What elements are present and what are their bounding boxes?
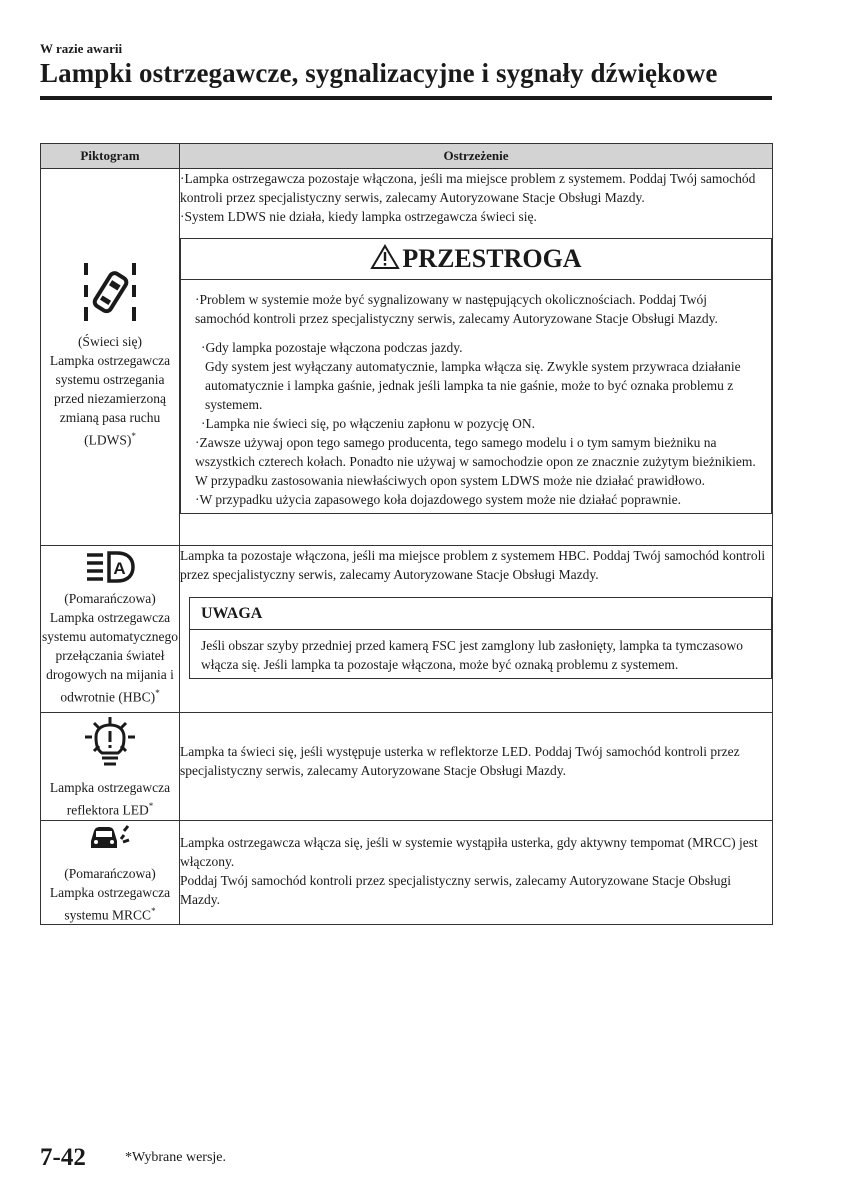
caution-title: PRZESTROGA xyxy=(402,244,582,273)
caution-bullet: ·Zawsze używaj opon tego samego producenta, tego samego modelu i o tym samym bieżniku na wszystkich czterech kołach. Ponadto nie używaj w samochodzie opon ze znacznie zużytym bieżnikiem. W przypadku zastosowania niewłaściwych opon system LDWS może nie działać prawidłowo. xyxy=(195,435,756,488)
label-text: systemu automatycznego przełączania świateł drogowych na mijania i odwrotnie (HBC) xyxy=(41,629,179,705)
label-line: Lampka ostrzegawcza xyxy=(49,884,171,900)
table-row xyxy=(41,713,773,821)
optional-star: * xyxy=(131,431,136,441)
warning-text: Lampka ostrzegawcza włącza się, jeśli w systemie wystąpiła usterka, gdy aktywny tempomat (MRCC) jest włączony. xyxy=(180,834,758,869)
warning-lights-table xyxy=(40,143,773,925)
caution-body xyxy=(181,280,771,513)
label-line xyxy=(41,797,179,820)
label-line: (Świeci się) xyxy=(77,334,143,349)
ldws-lane-departure-icon xyxy=(82,261,138,323)
warning-bullet: ·System LDWS nie działa, kiedy lampka ostrzegawcza świeci się. xyxy=(180,209,537,224)
caution-sub-head: ·Gdy lampka pozostaje włączona podczas jazdy. xyxy=(201,340,463,355)
mrcc-radar-cruise-icon xyxy=(87,823,133,851)
warning-cell xyxy=(180,713,773,821)
label-line: Lampka ostrzegawcza xyxy=(49,780,171,795)
note-body: Jeśli obszar szyby przedniej przed kamerą FSC jest zamglony lub zasłonięty, lampka ta tymczasowo włącza się. Jeśli lampka ta pozostaje włączona, może być oznaką problemu z systemem. xyxy=(201,638,743,672)
optional-star: * xyxy=(155,688,160,698)
page-title: Lampki ostrzegawcze, sygnalizacyjne i sygnały dźwiękowe xyxy=(40,58,718,88)
pictogram-cell xyxy=(41,169,180,546)
optional-star: * xyxy=(151,905,156,916)
warning-text: Poddaj Twój samochód kontroli przez specjalistyczny serwis, zalecamy Autoryzowane Stacje Obsługi Mazdy. xyxy=(180,872,732,907)
pictogram-cell xyxy=(41,546,180,713)
page-number: 7-42 xyxy=(40,1144,86,1171)
caution-header xyxy=(181,239,771,280)
warning-cell xyxy=(180,820,773,925)
led-headlight-warning-icon xyxy=(82,715,138,767)
caution-box xyxy=(180,238,772,514)
header-pictogram: Piktogram xyxy=(41,144,180,169)
optional-star: * xyxy=(148,801,154,811)
header-warning: Ostrzeżenie xyxy=(180,144,773,169)
caution-intro: ·Problem w systemie może być sygnalizowany w następujących okolicznościach. Poddaj Twój samochód kontroli przez specjalistyczny serwis, zalecamy Autoryzowane Stacje Obsługi Mazdy. xyxy=(195,292,718,326)
label-line: (Pomarańczowa) xyxy=(64,591,156,606)
caution-sub-body: Gdy system jest wyłączany automatycznie, lampka włącza się. Zwykle system przywraca działanie automatycznie i lampka gaśnie, jednak jeśli lampka ta nie gaśnie, może to być oznaka problemu z systemem. xyxy=(205,359,741,412)
warning-text: Lampka ta świeci się, jeśli występuje usterka w reflektorze LED. Poddaj Twój samochód kontroli przez specjalistyczny serwis, zalecamy Autoryzowane Stacje Obsługi Mazdy. xyxy=(180,744,740,779)
footnote: *Wybrane wersje. xyxy=(125,1150,227,1165)
label-line: (Pomarańczowa) xyxy=(64,865,156,881)
caution-bullet: ·W przypadku użycia zapasowego koła dojazdowego system może nie działać poprawnie. xyxy=(195,492,681,507)
table-row xyxy=(41,546,773,713)
warning-cell xyxy=(180,546,773,713)
note-title: UWAGA xyxy=(190,598,771,630)
table-header-row xyxy=(41,144,773,169)
label-line: Lampka ostrzegawcza xyxy=(49,353,171,368)
label-line: zmianą pasa ruchu xyxy=(59,410,161,425)
label-line xyxy=(41,902,179,925)
note-box xyxy=(189,597,772,679)
warning-cell xyxy=(180,169,773,546)
warning-bullet: ·Lampka ostrzegawcza pozostaje włączona, jeśli ma miejsce problem z systemem. Poddaj Twój samochód kontroli przez specjalistyczny serwis, zalecamy Autoryzowane Stacje Obsługi Mazdy. xyxy=(180,171,756,205)
hbc-auto-high-beam-icon xyxy=(85,550,135,584)
warning-triangle-icon xyxy=(370,244,400,270)
table-row xyxy=(41,169,773,546)
section-label: W razie awarii xyxy=(40,41,123,56)
title-rule xyxy=(40,96,772,100)
label-text: reflektora LED xyxy=(66,802,149,818)
pictogram-cell xyxy=(41,820,180,925)
label-text: (LDWS) xyxy=(84,432,132,448)
table-row xyxy=(41,820,773,925)
label-line xyxy=(41,427,179,450)
label-line xyxy=(41,627,179,707)
label-line: przed niezamierzoną xyxy=(53,391,167,406)
label-line: systemu ostrzegania xyxy=(55,372,165,387)
label-line: Lampka ostrzegawcza xyxy=(49,610,171,625)
warning-text: Lampka ta pozostaje włączona, jeśli ma miejsce problem z systemem HBC. Poddaj Twój samochód kontroli przez specjalistyczny serwis, zalecamy Autoryzowane Stacje Obsługi Mazdy. xyxy=(180,548,766,582)
svg-text:A: A xyxy=(113,559,126,578)
caution-sub-item: ·Lampka nie świeci się, po włączeniu zapłonu w pozycję ON. xyxy=(201,416,536,431)
label-text: systemu MRCC xyxy=(64,907,152,922)
pictogram-cell xyxy=(41,713,180,821)
